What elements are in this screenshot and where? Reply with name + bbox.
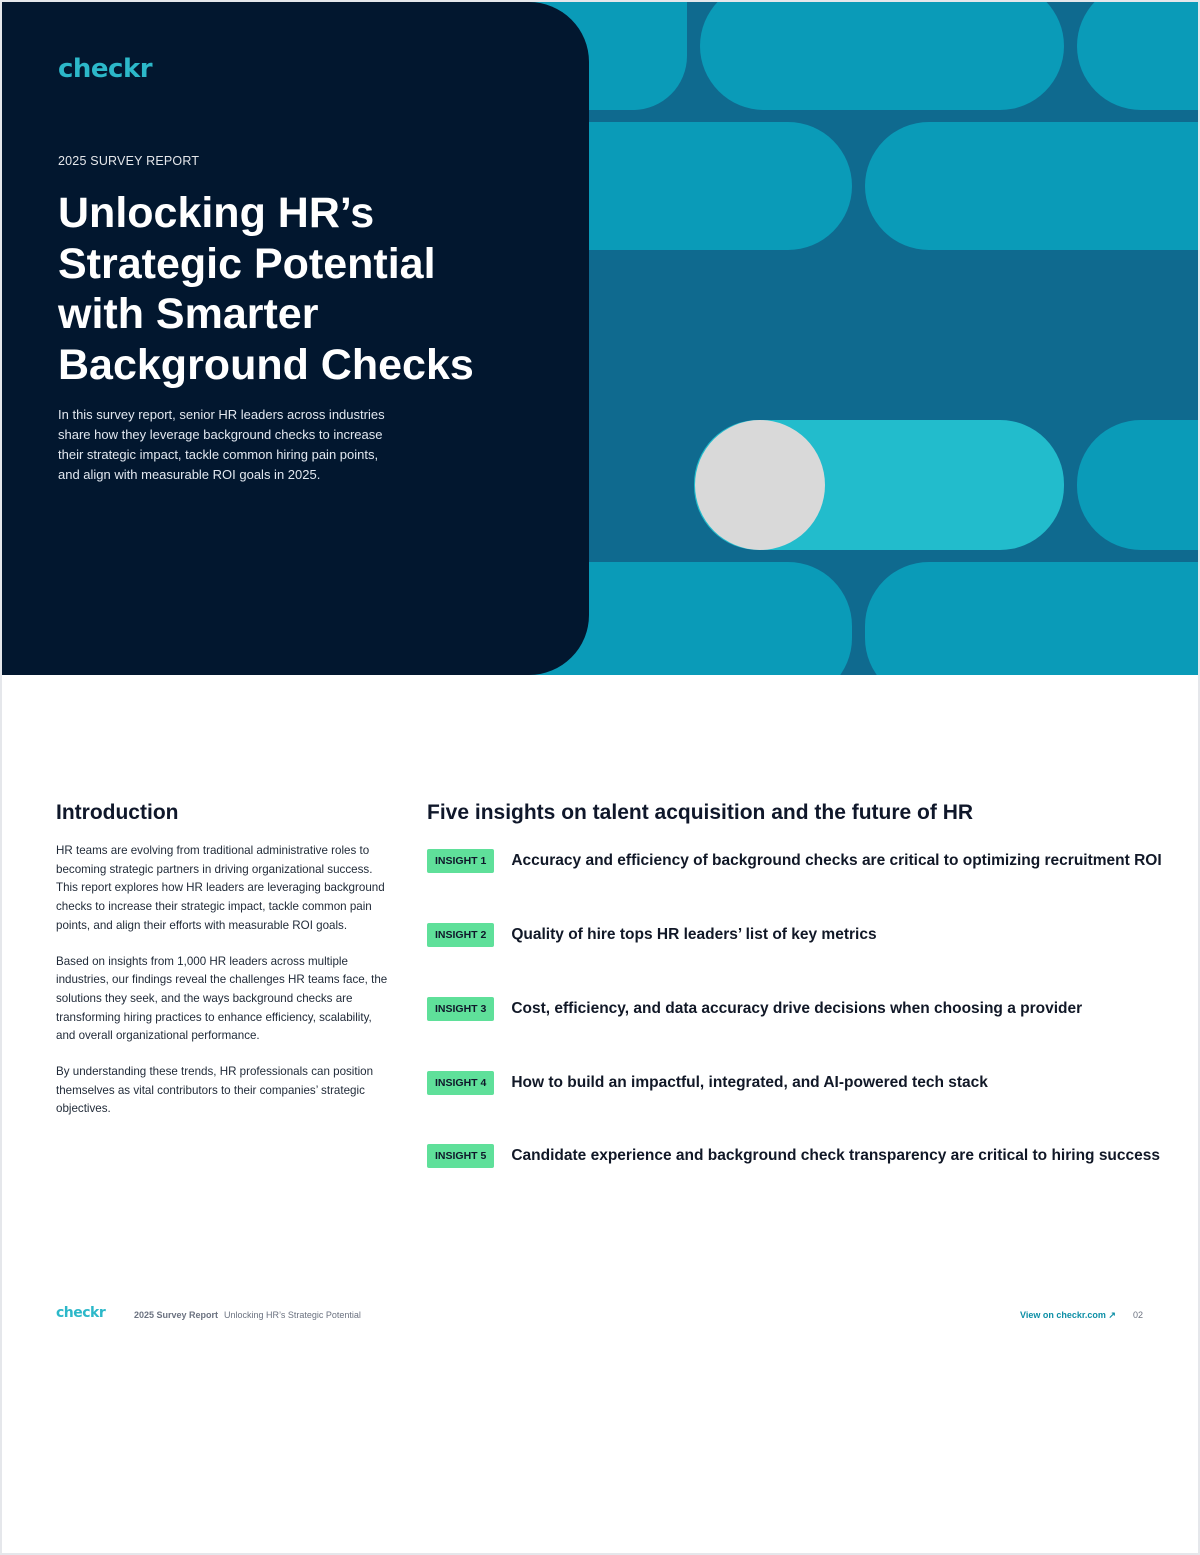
title-line: Background Checks bbox=[58, 340, 474, 389]
insight-text: How to build an impactful, integrated, and AI-powered tech stack bbox=[511, 1074, 988, 1091]
insight-badge: INSIGHT 4 bbox=[427, 1071, 494, 1095]
decor-pill bbox=[1077, 2, 1198, 110]
title-line: Strategic Potential bbox=[58, 239, 436, 288]
insight-badge: INSIGHT 1 bbox=[427, 849, 494, 873]
intro-paragraph: By understanding these trends, HR professionals can position themselves as vital contributors to their companies’ strategic objectives. bbox=[56, 1065, 374, 1116]
insights-heading: Five insights on talent acquisition and the future of HR bbox=[427, 801, 974, 824]
insight-item-4[interactable] bbox=[427, 1071, 988, 1095]
page-title bbox=[58, 188, 498, 390]
insight-item-3[interactable] bbox=[427, 997, 1082, 1021]
insight-item-5[interactable] bbox=[427, 1144, 1160, 1168]
report-eyebrow: 2025 SURVEY REPORT bbox=[58, 154, 200, 168]
page-number: 02 bbox=[1133, 1310, 1144, 1320]
decor-pill bbox=[865, 122, 1198, 250]
title-line: Unlocking HR’s bbox=[58, 189, 375, 237]
insight-text: Accuracy and efficiency of background checks are critical to optimizing recruitment ROI bbox=[511, 852, 1162, 869]
insight-item-1[interactable] bbox=[427, 849, 1162, 873]
title-line: with Smarter bbox=[58, 290, 319, 338]
footer-report-label: 2025 Survey Report bbox=[134, 1310, 219, 1320]
view-on-checkr-link[interactable]: View on checkr.com ↗ bbox=[1020, 1310, 1116, 1320]
insight-text: Candidate experience and background check transparency are critical to hiring success bbox=[511, 1147, 1161, 1164]
insight-badge: INSIGHT 2 bbox=[427, 923, 494, 947]
insight-item-2[interactable] bbox=[427, 923, 877, 947]
introduction-body bbox=[56, 842, 391, 1136]
introduction-heading: Introduction bbox=[56, 801, 179, 824]
intro-paragraph: HR teams are evolving from traditional administrative roles to becoming strategic partners in driving organizational success. This report explores how HR leaders are leveraging background checks to increase their strategic impact, tackle common pain points, and align their efforts with measurable ROI goals. bbox=[56, 844, 385, 932]
footer-subtitle: Unlocking HR’s Strategic Potential bbox=[224, 1310, 361, 1320]
hero-banner bbox=[2, 2, 1198, 675]
insight-text: Quality of hire tops HR leaders’ list of key metrics bbox=[511, 926, 877, 943]
toggle-knob bbox=[695, 420, 825, 550]
checkr-logo[interactable]: checkr bbox=[58, 54, 153, 84]
decor-pill bbox=[700, 2, 1064, 110]
decor-pill bbox=[865, 562, 1198, 675]
decor-pill bbox=[1077, 420, 1198, 550]
intro-paragraph: Based on insights from 1,000 HR leaders across multiple industries, our findings reveal the challenges HR teams face, the solutions they seek, and the ways background checks are transforming hiring practices to enhance efficiency, scalability, and overall organizational performance. bbox=[56, 954, 388, 1043]
insight-badge: INSIGHT 5 bbox=[427, 1144, 494, 1168]
insight-badge: INSIGHT 3 bbox=[427, 997, 494, 1021]
insight-text: Cost, efficiency, and data accuracy drive decisions when choosing a provider bbox=[511, 1000, 1083, 1017]
footer-logo[interactable]: checkr bbox=[56, 1305, 106, 1321]
hero-description: In this survey report, senior HR leaders across industries share how they leverage background checks to increase their strategic impact, tackle common hiring pain points, and align with measurable ROI goals in 2025. bbox=[58, 407, 385, 482]
